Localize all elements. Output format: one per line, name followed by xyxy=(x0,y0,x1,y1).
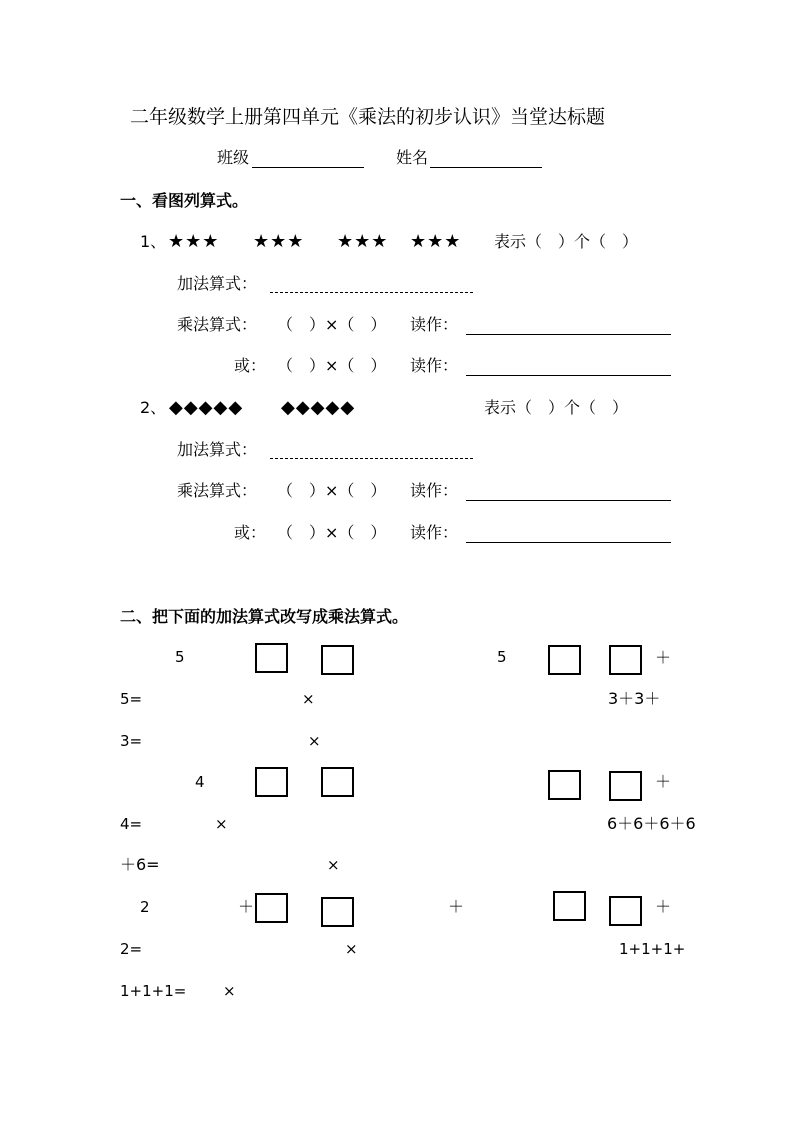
q1-number: 1、 xyxy=(140,232,167,251)
answer-box-d2[interactable] xyxy=(609,771,642,801)
q2-mul-expr: （ ）×（ ） xyxy=(277,481,387,500)
s2-text-a5: × xyxy=(308,732,321,750)
q1-add-answer-line[interactable] xyxy=(270,292,473,293)
q1-mul-read-label: 读作： xyxy=(410,315,459,334)
s2-text-e3: 2= xyxy=(120,940,143,958)
q2-add-label: 加法算式： xyxy=(177,440,258,459)
star-group-3: ★★★ xyxy=(337,231,389,252)
s2-text-e2: ＋ xyxy=(238,897,255,916)
answer-box-a1[interactable] xyxy=(255,643,288,673)
answer-box-f2[interactable] xyxy=(609,896,642,926)
page-title: 二年级数学上册第四单元《乘法的初步认识》当堂达标题 xyxy=(130,106,606,128)
answer-box-c2[interactable] xyxy=(321,767,354,797)
s2-text-d2: 6＋6＋6＋6 xyxy=(607,814,696,833)
q2-or-read-line[interactable] xyxy=(466,542,671,543)
answer-box-b2[interactable] xyxy=(609,645,642,675)
answer-box-e2[interactable] xyxy=(321,897,354,927)
q1-mul-read-line[interactable] xyxy=(466,334,671,335)
q1-add-label: 加法算式： xyxy=(177,274,258,293)
q1-or-read-line[interactable] xyxy=(466,375,671,376)
q1-or-label: 或： xyxy=(234,356,267,375)
star-group-2: ★★★ xyxy=(253,231,305,252)
s2-text-c3: × xyxy=(215,815,228,833)
answer-box-c1[interactable] xyxy=(255,767,288,797)
section-2-heading: 二、把下面的加法算式改写成乘法算式。 xyxy=(120,607,409,626)
answer-box-d1[interactable] xyxy=(548,770,581,800)
s2-text-f1: ＋ xyxy=(448,897,465,916)
s2-text-a1: 5 xyxy=(175,648,185,666)
s2-text-a2: 5= xyxy=(120,690,143,708)
s2-text-c1: 4 xyxy=(195,773,205,791)
q2-mul-read-label: 读作： xyxy=(410,481,459,500)
s2-text-e1: 2 xyxy=(140,898,150,916)
answer-box-e1[interactable] xyxy=(255,893,288,923)
q2-mul-read-line[interactable] xyxy=(466,500,671,501)
s2-text-c2: 4= xyxy=(120,815,143,833)
s2-text-b3: 3＋3＋ xyxy=(608,689,661,708)
star-group-1: ★★★ xyxy=(168,231,220,252)
diamond-group-2: ◆◆◆◆◆ xyxy=(281,397,356,418)
s2-text-d1: ＋ xyxy=(655,772,672,791)
class-label: 班级 xyxy=(217,148,250,167)
s2-text-b1: 5 xyxy=(497,648,507,666)
section-1-heading: 一、看图列算式。 xyxy=(120,191,249,210)
s2-text-e5: 1+1+1= xyxy=(120,982,187,1000)
q1-or-read-label: 读作： xyxy=(410,356,459,375)
s2-text-c4: ＋6= xyxy=(120,855,160,874)
s2-text-f2: ＋ xyxy=(655,897,672,916)
q1-represent: 表示（ ）个（ ） xyxy=(494,232,639,251)
star-group-4: ★★★ xyxy=(410,231,462,252)
answer-box-f1[interactable] xyxy=(553,891,586,921)
s2-text-c5: × xyxy=(327,856,340,874)
answer-box-b1[interactable] xyxy=(548,645,581,675)
s2-text-f3: 1+1+1+ xyxy=(619,940,686,958)
s2-text-b2: ＋ xyxy=(655,648,672,667)
name-field[interactable] xyxy=(430,167,542,168)
q2-add-answer-line[interactable] xyxy=(270,458,473,459)
q1-mul-expr: （ ）×（ ） xyxy=(277,315,387,334)
q2-or-read-label: 读作： xyxy=(410,523,459,542)
answer-box-a2[interactable] xyxy=(321,645,354,675)
s2-text-a4: 3= xyxy=(120,732,143,750)
q2-or-expr: （ ）×（ ） xyxy=(277,523,387,542)
s2-text-a3: × xyxy=(302,690,315,708)
q2-number: 2、 xyxy=(140,398,167,417)
diamond-group-1: ◆◆◆◆◆ xyxy=(169,397,244,418)
q2-represent: 表示（ ）个（ ） xyxy=(484,398,629,417)
q2-or-label: 或： xyxy=(234,523,267,542)
q2-mul-label: 乘法算式： xyxy=(177,481,258,500)
class-field[interactable] xyxy=(252,167,364,168)
name-label: 姓名 xyxy=(396,148,429,167)
q1-or-expr: （ ）×（ ） xyxy=(277,356,387,375)
q1-mul-label: 乘法算式： xyxy=(177,315,258,334)
s2-text-e6: × xyxy=(223,982,236,1000)
s2-text-e4: × xyxy=(345,940,358,958)
